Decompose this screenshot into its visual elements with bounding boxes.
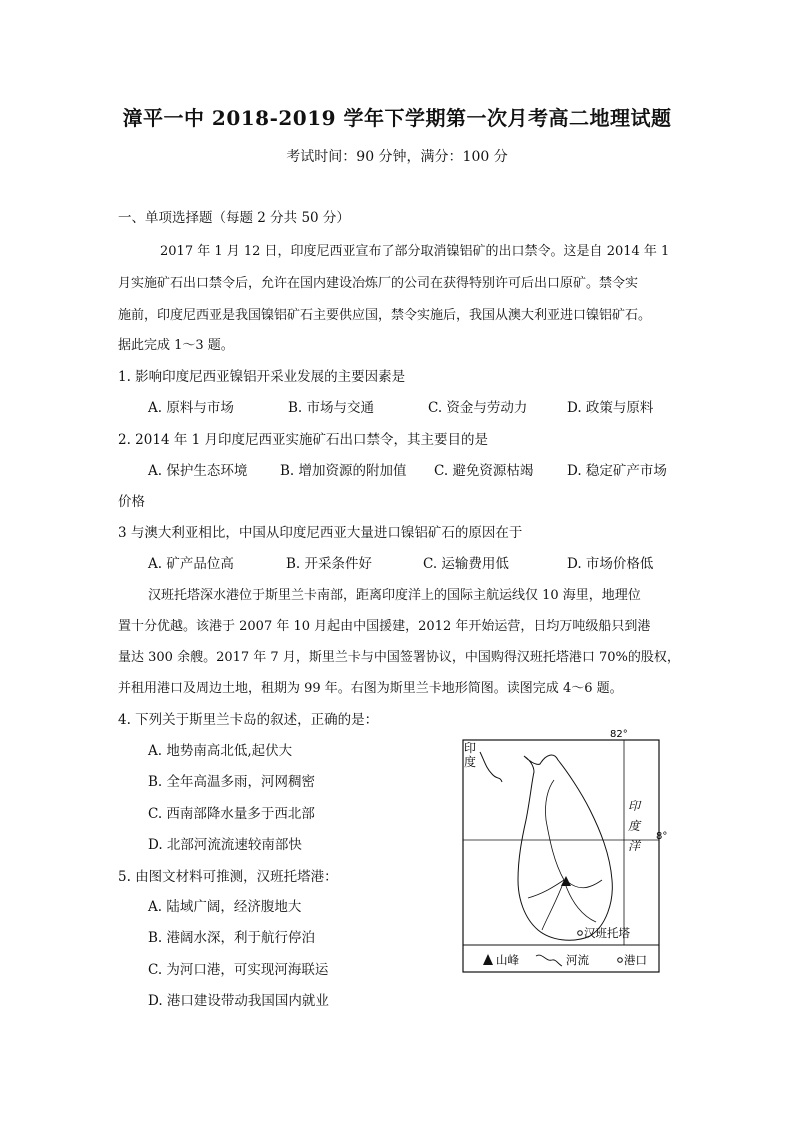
section-heading: 一、单项选择题（每题 2 分共 50 分） <box>118 210 350 226</box>
q1-option-b: B. 市场与交通 <box>288 400 375 416</box>
q4-option-b: B. 全年高温多雨，河网稠密 <box>148 774 316 790</box>
q5-option-c: C. 为河口港，可实现河海联运 <box>148 962 329 978</box>
exam-info: 考试时间：90 分钟，满分：100 分 <box>286 149 508 165</box>
q5-option-a: A. 陆域广阔，经济腹地大 <box>148 899 302 915</box>
question-1-stem: 1. 影响印度尼西亚镍铝开采业发展的主要因素是 <box>118 369 406 385</box>
passage2-line: 置十分优越。该港于 2007 年 10 月起由中国援建，2012 年开始运营，日均万吨级船只到港 <box>118 619 651 634</box>
question-3-stem: 3 与澳大利亚相比，中国从印度尼西亚大量进口镍铝矿石的原因在于 <box>118 525 523 541</box>
q4-option-d: D. 北部河流流速较南部快 <box>148 837 302 853</box>
latitude-label: 8° <box>656 831 668 842</box>
port-name-label: 汉班托塔 <box>584 926 630 940</box>
river-north <box>545 780 564 880</box>
passage1-line: 2017 年 1 月 12 日，印度尼西亚宣布了部分取消镍铝矿的出口禁令。这是自 2014 年 1 <box>160 244 670 259</box>
map-svg <box>462 729 668 975</box>
page-title: 漳平一中 2018-2019 学年下学期第一次月考高二地理试题 <box>122 106 672 130</box>
q2-option-a: A. 保护生态环境 <box>148 463 248 479</box>
river-west <box>528 880 564 898</box>
q1-option-c: C. 资金与劳动力 <box>428 400 528 416</box>
legend-river-icon <box>536 955 562 966</box>
q2-option-b: B. 增加资源的附加值 <box>280 463 407 479</box>
sri-lanka-map <box>462 729 668 975</box>
q3-option-b: B. 开采条件好 <box>286 556 373 572</box>
ocean-label-3: 洋 <box>628 839 641 853</box>
legend-port-label: 港口 <box>624 953 647 967</box>
question-2-stem: 2. 2014 年 1 月印度尼西亚实施矿石出口禁令，其主要目的是 <box>118 432 488 448</box>
passage1-line: 施前，印度尼西亚是我国镍铝矿石主要供应国，禁令实施后，我国从澳大利亚进口镍铝矿石。 <box>118 308 652 323</box>
passage2-line: 并租用港口及周边土地，租期为 99 年。右图为斯里兰卡地形简图。读图完成 4～6 题。 <box>118 681 623 696</box>
legend-mountain-label: 山峰 <box>496 953 519 967</box>
q5-option-d: D. 港口建设带动我国国内就业 <box>148 993 329 1009</box>
q2-option-d: D. 稳定矿产市场 <box>567 463 667 479</box>
q4-option-c: C. 西南部降水量多于西北部 <box>148 806 315 822</box>
india-coastline <box>480 752 502 782</box>
ocean-label-1: 印 <box>628 799 641 813</box>
q2-option-c: C. 避免资源枯竭 <box>434 463 534 479</box>
q3-option-d: D. 市场价格低 <box>567 556 654 572</box>
port-icon <box>578 931 583 936</box>
passage2-line: 汉班托塔深水港位于斯里兰卡南部，距离印度洋上的国际主航运线仅 10 海里，地理位 <box>148 588 641 603</box>
sri-lanka-outline <box>518 755 612 940</box>
legend-mountain-icon <box>483 954 493 965</box>
legend-river-label: 河流 <box>566 953 589 967</box>
passage1-line: 月实施矿石出口禁令后，允许在国内建设冶炼厂的公司在获得特别许可后出口原矿。禁令实 <box>118 276 639 291</box>
legend-port-icon <box>618 958 623 963</box>
india-label-1: 印 <box>464 741 477 755</box>
q3-option-a: A. 矿产品位高 <box>148 556 234 572</box>
q1-option-d: D. 政策与原料 <box>567 400 654 416</box>
q3-option-c: C. 运输费用低 <box>423 556 509 572</box>
q4-option-a: A. 地势南高北低,起伏大 <box>148 743 293 759</box>
q1-option-a: A. 原料与市场 <box>148 400 234 416</box>
question-5-stem: 5. 由图文材料可推测，汉班托塔港： <box>118 869 338 885</box>
passage2-line: 量达 300 余艘。2017 年 7 月，斯里兰卡与中国签署协议，中国购得汉班托塔港口 70%的股权， <box>118 650 680 665</box>
ocean-label-2: 度 <box>628 819 641 833</box>
river-east <box>568 880 602 888</box>
question-4-stem: 4. 下列关于斯里兰卡岛的叙述，正确的是： <box>118 712 379 728</box>
longitude-label: 82° <box>610 729 628 740</box>
q5-option-b: B. 港阔水深，利于航行停泊 <box>148 930 316 946</box>
india-label-2: 度 <box>464 755 477 769</box>
passage1-line: 据此完成 1～3 题。 <box>118 338 234 353</box>
river-southeast <box>566 886 596 922</box>
river-south <box>542 886 562 930</box>
q2-option-d-wrap: 价格 <box>118 494 145 510</box>
